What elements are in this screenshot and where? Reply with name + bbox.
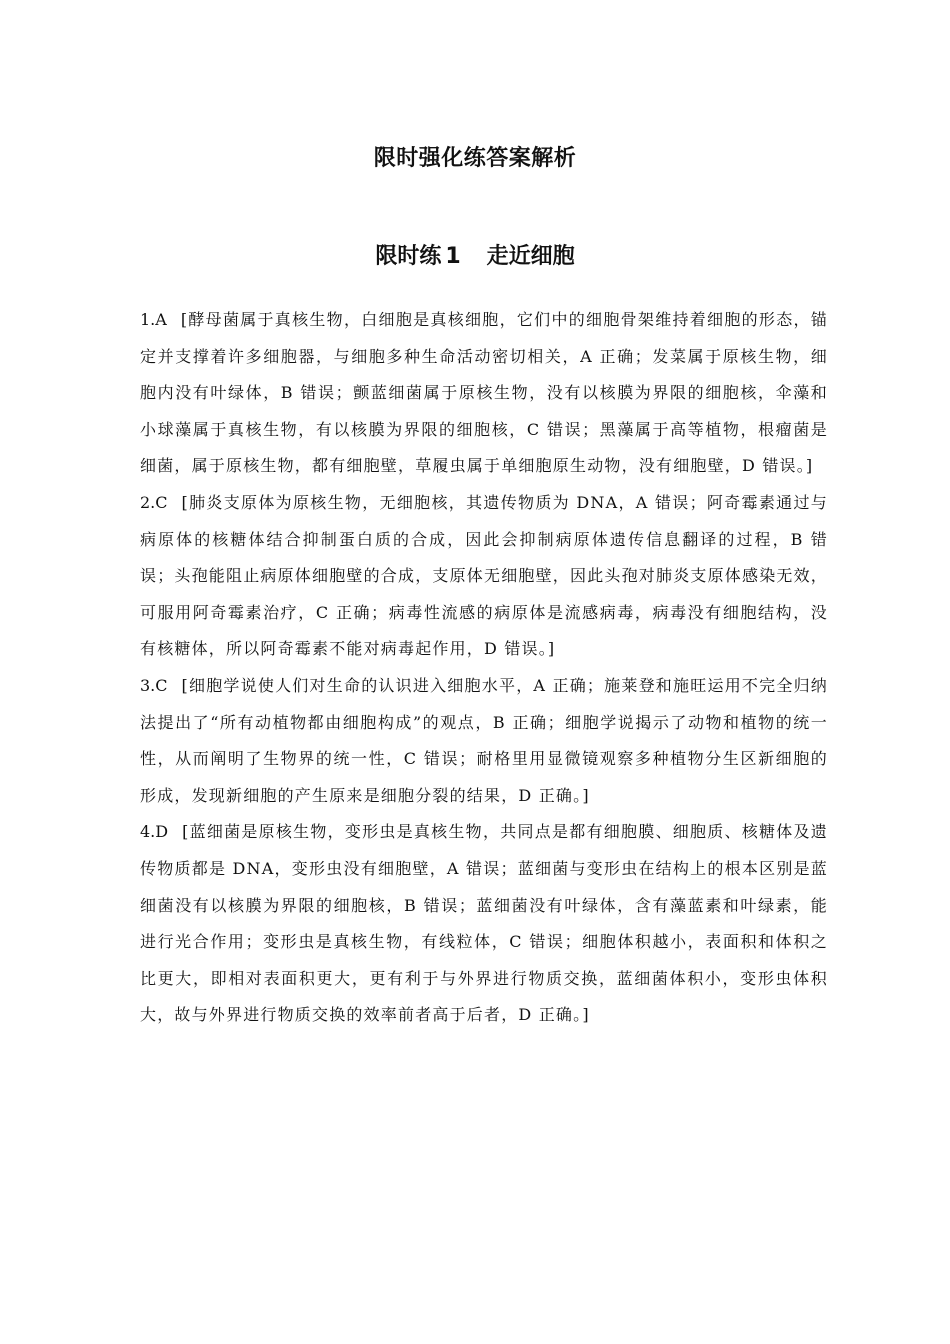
document-title: 限时强化练答案解析	[373, 146, 577, 171]
section-heading	[0, 240, 950, 274]
answer-number: 3.C	[140, 675, 168, 695]
answer-explanation: [酵母菌属于真核生物，白细胞是真核细胞，它们中的细胞骨架维持着细胞的形态，锚定并支撑着许多细胞器，与细胞多种生命活动密切相关，A 正确；发菜属于原核生物，细胞内没有叶绿体，B 错误；颤蓝细菌属于原核生物，没有以核膜为界限的细胞核，伞藻和小球藻属于真核生物，有以核膜为界限的细胞核，C 错误；黑藻属于高等植物，根瘤菌是细菌，属于原核生物，都有细胞壁，草履虫属于单细胞原生动物，没有细胞壁，D 错误。]	[140, 310, 828, 476]
answer-list	[140, 302, 828, 1034]
answer-number: 4.D	[140, 822, 169, 842]
answer-item	[140, 485, 828, 668]
section-name: 走近细胞	[486, 244, 575, 269]
answer-number: 1.A	[140, 310, 167, 329]
answer-item	[140, 302, 828, 485]
section-number: 1	[445, 244, 461, 269]
answer-item	[140, 814, 828, 1034]
section-label: 限时练	[375, 244, 442, 269]
answer-explanation: [肺炎支原体为原核生物，无细胞核，其遗传物质为 DNA，A 错误；阿奇霉素通过与病原体的核糖体结合抑制蛋白质的合成，因此会抑制病原体遗传信息翻译的过程，B 错误；头孢能阻止病原体细胞壁的合成，支原体无细胞壁，因此头孢对肺炎支原体感染无效，可服用阿奇霉素治疗，C 正确；病毒性流感的病原体是流感病毒，病毒没有细胞结构，没有核糖体，所以阿奇霉素不能对病毒起作用，D 错误。]	[140, 492, 829, 659]
answer-explanation: [细胞学说使人们对生命的认识进入细胞水平，A 正确；施莱登和施旺运用不完全归纳法提出了“所有动植物都由细胞构成”的观点，B 正确；细胞学说揭示了动物和植物的统一性，从而阐明了生物界的统一性，C 错误；耐格里用显微镜观察多种植物分生区新细胞的形成，发现新细胞的产生原来是细胞分裂的结果，D 正确。]	[140, 675, 828, 805]
answer-number: 2.C	[140, 492, 168, 512]
answer-item	[140, 668, 828, 814]
answer-explanation: [蓝细菌是原核生物，变形虫是真核生物，共同点是都有细胞膜、细胞质、核糖体及遗传物质都是 DNA，变形虫没有细胞壁，A 错误；蓝细菌与变形虫在结构上的根本区别是蓝细菌没有以核膜为界限的细胞核，B 错误；蓝细菌没有叶绿体，含有藻蓝素和叶绿素，能进行光合作用；变形虫是真核生物，有线粒体，C 错误；细胞体积越小，表面积和体积之比更大，即相对表面积更大，更有利于与外界进行物质交换，蓝细菌体积小，变形虫体积大，故与外界进行物质交换的效率前者高于后者，D 正确。]	[140, 822, 828, 1025]
